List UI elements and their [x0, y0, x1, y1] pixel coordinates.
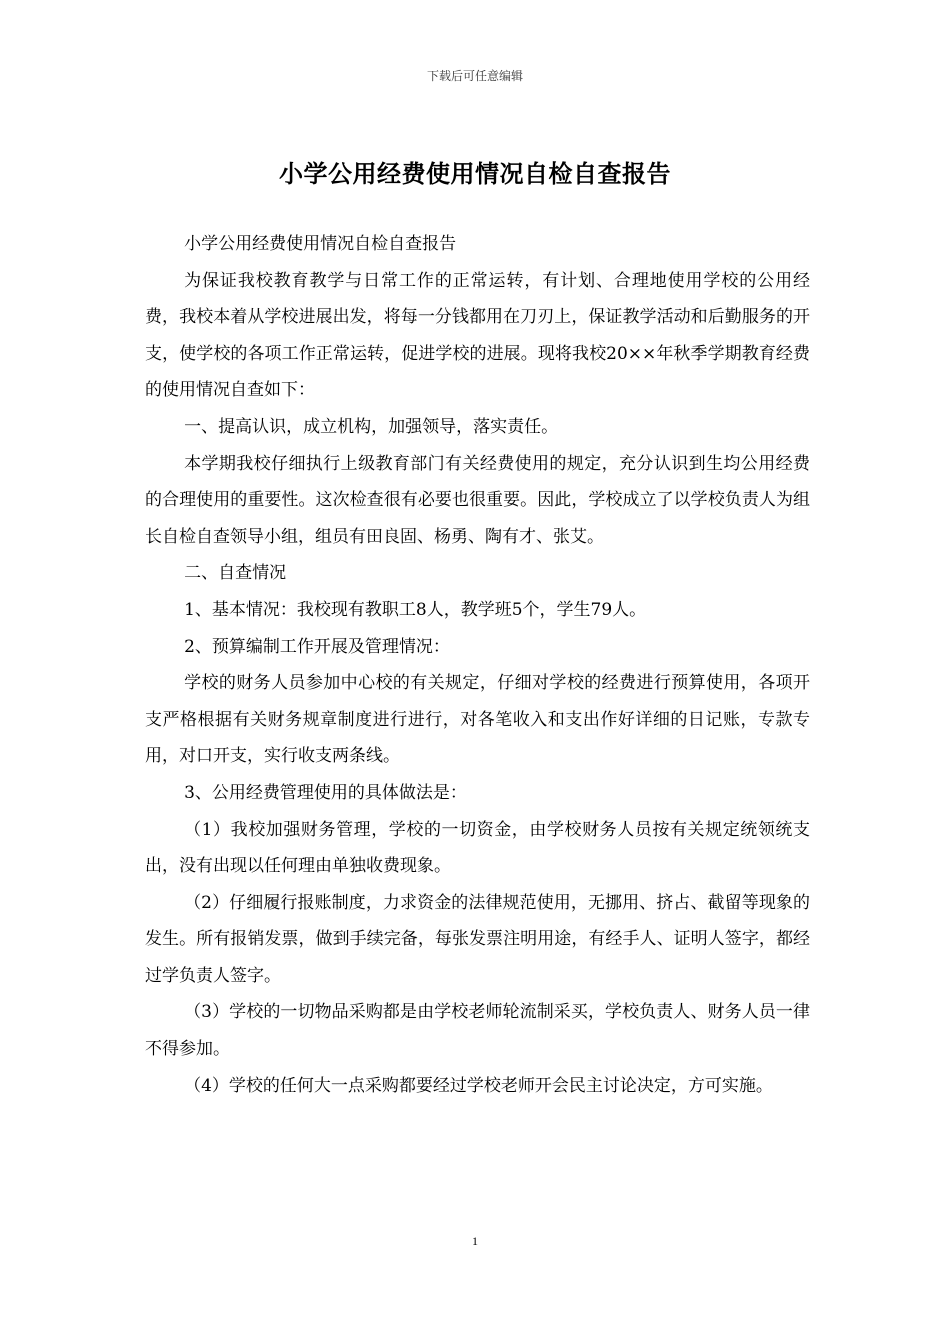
paragraph: 2、预算编制工作开展及管理情况： [184, 636, 450, 657]
paragraph: 3、公用经费管理使用的具体做法是： [184, 782, 467, 803]
paragraph: （4）学校的任何大一点采购都要经过学校老师开会民主讨论决定，方可实施。 [184, 1075, 773, 1096]
page-number: 1 [472, 1234, 478, 1248]
section-heading: 二、自查情况 [184, 563, 287, 584]
paragraph: 1、基本情况：我校现有教职工8人，教学班5个，学生79人。 [184, 599, 647, 620]
document-title: 小学公用经费使用情况自检自查报告 [279, 160, 671, 188]
paragraph: 学校的财务人员参加中心校的有关规定，仔细对学校的经费进行预算使用，各项开支严格根据有关财务规章制度进行进行，对各笔收入和支出作好详细的日记账，专款专用，对口开支，实行收支两条线。 [145, 673, 810, 767]
paragraph: （2）仔细履行报账制度，力求资金的法律规范使用，无挪用、挤占、截留等现象的发生。所有报销发票，做到手续完备，每张发票注明用途，有经手人、证明人签字，都经过学负责人签字。 [145, 892, 810, 986]
paragraph: 为保证我校教育教学与日常工作的正常运转，有计划、合理地使用学校的公用经费，我校本着从学校进展出发，将每一分钱都用在刀刃上，保证教学活动和后勤服务的开支，使学校的各项工作正常运转，促进学校的进展。现将我校20××年秋季学期教育经费的使用情况自查如下： [145, 270, 810, 401]
paragraph: （1）我校加强财务管理，学校的一切资金，由学校财务人员按有关规定统领统支出，没有出现以任何理由单独收费现象。 [145, 819, 810, 877]
section-heading: 一、提高认识，成立机构，加强领导，落实责任。 [184, 416, 559, 437]
paragraph: 小学公用经费使用情况自检自查报告 [184, 234, 457, 254]
document-body [145, 226, 810, 1104]
paragraph: 本学期我校仔细执行上级教育部门有关经费使用的规定，充分认识到生均公用经费的合理使用的重要性。这次检查很有必要也很重要。因此，学校成立了以学校负责人为组长自检自查领导小组，组员有田良固、杨勇、陶有才、张艾。 [145, 453, 810, 547]
paragraph: （3）学校的一切物品采购都是由学校老师轮流制采买，学校负责人、财务人员一律不得参加。 [145, 1002, 810, 1060]
page-header-note: 下载后可任意编辑 [426, 69, 523, 83]
